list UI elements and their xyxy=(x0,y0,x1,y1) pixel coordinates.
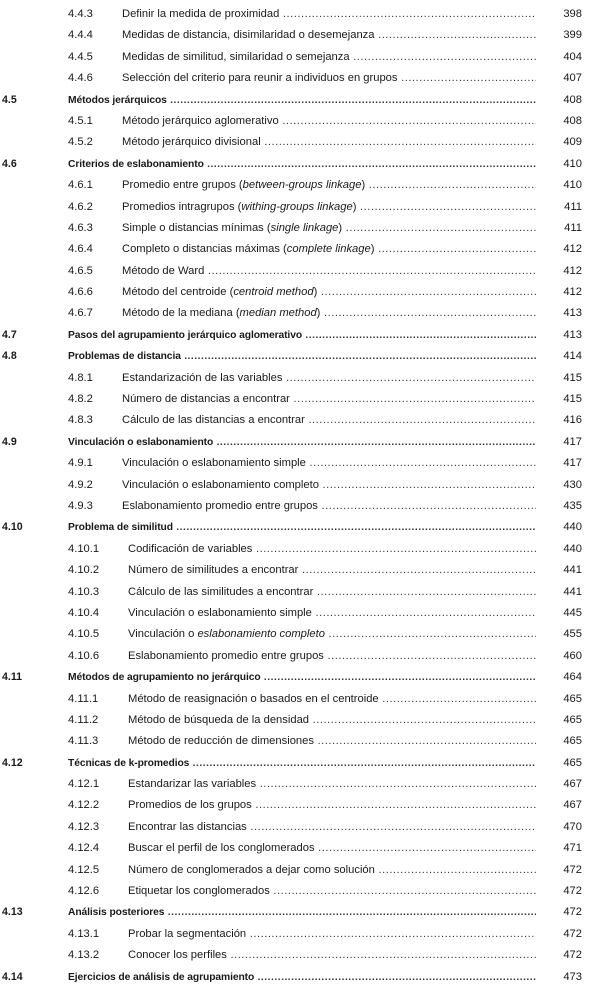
toc-entry-title: Criterios de eslabonamiento ..... xyxy=(68,154,536,175)
toc-entry-page-number: 472 xyxy=(563,949,582,962)
toc-section-entry[interactable] xyxy=(0,346,600,367)
toc-entry-number: 4.12.2 xyxy=(68,799,100,812)
toc-entry-page-number: 413 xyxy=(563,328,582,341)
toc-section-entry[interactable] xyxy=(0,325,600,346)
toc-entry-number: 4.6.5 xyxy=(68,264,93,277)
toc-entry-page-number: 441 xyxy=(563,585,582,598)
toc-subsection-entry[interactable] xyxy=(0,496,600,517)
toc-entry-page-number: 399 xyxy=(563,29,582,42)
toc-entry-number: 4.4.5 xyxy=(68,50,93,63)
toc-entry-page-number: 412 xyxy=(563,286,582,299)
toc-entry-page-number: 440 xyxy=(563,521,582,534)
toc-entry-page-number: 465 xyxy=(563,692,582,705)
toc-entry-title: Pasos del agrupamiento jerárquico aglomerativo ..... xyxy=(68,325,536,346)
toc-entry-page-number: 472 xyxy=(563,927,582,940)
toc-entry-title: Etiquetar los conglomerados ..... xyxy=(128,881,536,902)
toc-entry-page-number: 398 xyxy=(563,8,582,20)
toc-entry-page-number: 472 xyxy=(563,885,582,898)
toc-entry-number: 4.8.3 xyxy=(68,414,93,427)
toc-entry-page-number: 440 xyxy=(563,542,582,555)
toc-entry-page-number: 435 xyxy=(563,499,582,512)
toc-subsection-entry[interactable] xyxy=(0,453,600,474)
toc-entry-title: Selección del criterio para reunir a individuos en grupos ..... xyxy=(122,68,536,89)
toc-entry-number: 4.12.3 xyxy=(68,820,100,833)
toc-subsection-entry[interactable] xyxy=(0,197,600,218)
toc-subsection-entry[interactable] xyxy=(0,689,600,710)
toc-subsection-entry[interactable] xyxy=(0,111,600,132)
toc-entry-title: Técnicas de k-promedios ..... xyxy=(68,753,536,774)
toc-section-entry[interactable] xyxy=(0,432,600,453)
toc-entry-title: Estandarizar las variables ..... xyxy=(128,774,536,795)
toc-entry-page-number: 417 xyxy=(563,435,582,448)
toc-entry-number: 4.6.7 xyxy=(68,307,93,320)
toc-entry-page-number: 465 xyxy=(563,735,582,748)
toc-entry-title: Vinculación o eslabonamiento simple ..... xyxy=(122,453,536,474)
toc-entry-number: 4.8 xyxy=(2,350,17,363)
toc-entry-title: Probar la segmentación ..... xyxy=(128,924,536,945)
toc-entry-number: 4.5.1 xyxy=(68,114,93,127)
toc-entry-number: 4.6.3 xyxy=(68,221,93,234)
toc-entry-title: Método de búsqueda de la densidad ..... xyxy=(128,710,536,731)
toc-entry-number: 4.9.1 xyxy=(68,457,93,470)
toc-entry-title: Vinculación o eslabonamiento completo ..... xyxy=(122,475,536,496)
toc-entry-title: Método jerárquico divisional ..... xyxy=(122,132,536,153)
toc-entry-title: Buscar el perfil de los conglomerados ..... xyxy=(128,838,536,859)
toc-entry-title: Simple o distancias mínimas (single linkage) ..... xyxy=(122,218,536,239)
toc-entry-title: Análisis posteriores ..... xyxy=(68,902,536,923)
toc-section-entry[interactable] xyxy=(0,967,600,988)
toc-entry-page-number: 441 xyxy=(563,564,582,577)
toc-entry-title: Definir la medida de proximidad ..... xyxy=(122,4,536,25)
toc-subsection-entry[interactable] xyxy=(0,710,600,731)
toc-subsection-entry[interactable] xyxy=(0,25,600,46)
toc-entry-title: Problemas de distancia ..... xyxy=(68,346,536,367)
table-of-contents xyxy=(0,4,600,988)
toc-entry-page-number: 460 xyxy=(563,649,582,662)
toc-entry-title: Método de reducción de dimensiones ..... xyxy=(128,731,536,752)
toc-subsection-entry[interactable] xyxy=(0,218,600,239)
toc-entry-number: 4.9.2 xyxy=(68,478,93,491)
toc-entry-page-number: 410 xyxy=(563,179,582,192)
toc-entry-title: Promedios de los grupos ..... xyxy=(128,795,536,816)
toc-subsection-entry[interactable] xyxy=(0,860,600,881)
toc-entry-number: 4.10.6 xyxy=(68,649,100,662)
toc-section-entry[interactable] xyxy=(0,902,600,923)
toc-entry-number: 4.6 xyxy=(2,157,17,170)
toc-entry-title: Vinculación o eslabonamiento completo ..... xyxy=(128,624,536,645)
toc-entry-number: 4.4.3 xyxy=(68,8,93,20)
toc-entry-title: Problema de similitud ..... xyxy=(68,517,536,538)
toc-entry-title: Vinculación o eslabonamiento simple ..... xyxy=(128,603,536,624)
toc-subsection-entry[interactable] xyxy=(0,924,600,945)
toc-subsection-entry[interactable] xyxy=(0,881,600,902)
toc-entry-page-number: 472 xyxy=(563,906,582,919)
toc-entry-number: 4.8.2 xyxy=(68,393,93,406)
toc-entry-number: 4.10.2 xyxy=(68,564,100,577)
toc-subsection-entry[interactable] xyxy=(0,47,600,68)
toc-entry-title: Promedios intragrupos (withing-groups linkage) ..... xyxy=(122,197,536,218)
toc-entry-title: Número de similitudes a encontrar ..... xyxy=(128,560,536,581)
toc-section-entry[interactable] xyxy=(0,753,600,774)
toc-entry-page-number: 465 xyxy=(563,713,582,726)
toc-entry-title: Medidas de similitud, similaridad o semejanza ..... xyxy=(122,47,536,68)
toc-section-entry[interactable] xyxy=(0,154,600,175)
toc-entry-title: Codificación de variables ..... xyxy=(128,539,536,560)
toc-entry-page-number: 472 xyxy=(563,863,582,876)
toc-subsection-entry[interactable] xyxy=(0,368,600,389)
toc-entry-number: 4.8.1 xyxy=(68,371,93,384)
toc-entry-page-number: 413 xyxy=(563,307,582,320)
toc-subsection-entry[interactable] xyxy=(0,817,600,838)
toc-section-entry[interactable] xyxy=(0,667,600,688)
toc-entry-number: 4.12.4 xyxy=(68,842,100,855)
toc-entry-title: Método jerárquico aglomerativo ..... xyxy=(122,111,536,132)
toc-entry-page-number: 415 xyxy=(563,393,582,406)
toc-subsection-entry[interactable] xyxy=(0,410,600,431)
toc-entry-title: Encontrar las distancias ..... xyxy=(128,817,536,838)
toc-subsection-entry[interactable] xyxy=(0,4,600,25)
toc-entry-number: 4.6.2 xyxy=(68,200,93,213)
toc-subsection-entry[interactable] xyxy=(0,731,600,752)
toc-subsection-entry[interactable] xyxy=(0,132,600,153)
toc-entry-number: 4.11.1 xyxy=(68,692,99,705)
toc-entry-page-number: 467 xyxy=(563,778,582,791)
toc-section-entry[interactable] xyxy=(0,90,600,111)
toc-subsection-entry[interactable] xyxy=(0,539,600,560)
toc-entry-page-number: 470 xyxy=(563,820,582,833)
toc-entry-title: Medidas de distancia, disimilaridad o desemejanza ..... xyxy=(122,25,536,46)
toc-entry-number: 4.5 xyxy=(2,93,17,106)
toc-entry-title: Método de Ward ..... xyxy=(122,261,536,282)
toc-entry-number: 4.10.4 xyxy=(68,606,100,619)
toc-subsection-entry[interactable] xyxy=(0,560,600,581)
toc-entry-title: Estandarización de las variables ..... xyxy=(122,368,536,389)
toc-entry-number: 4.10 xyxy=(2,521,23,534)
toc-entry-title: Método del centroide (centroid method) ..... xyxy=(122,282,536,303)
toc-entry-title: Eslabonamiento promedio entre grupos ..... xyxy=(122,496,536,517)
toc-entry-number: 4.13.1 xyxy=(68,927,100,940)
toc-subsection-entry[interactable] xyxy=(0,389,600,410)
toc-subsection-entry[interactable] xyxy=(0,175,600,196)
toc-entry-number: 4.13 xyxy=(2,906,23,919)
toc-entry-number: 4.7 xyxy=(2,328,17,341)
toc-entry-page-number: 408 xyxy=(563,93,582,106)
toc-entry-number: 4.13.2 xyxy=(68,949,100,962)
toc-entry-page-number: 408 xyxy=(563,114,582,127)
toc-entry-number: 4.11.3 xyxy=(68,735,99,748)
toc-subsection-entry[interactable] xyxy=(0,303,600,324)
toc-entry-title: Número de conglomerados a dejar como solución ..... xyxy=(128,860,536,881)
toc-entry-number: 4.11.2 xyxy=(68,713,99,726)
toc-entry-title: Método de reasignación o basados en el centroide ..... xyxy=(128,689,536,710)
toc-entry-page-number: 412 xyxy=(563,264,582,277)
toc-subsection-entry[interactable] xyxy=(0,945,600,966)
toc-subsection-entry[interactable] xyxy=(0,624,600,645)
toc-entry-title: Conocer los perfiles ..... xyxy=(128,945,536,966)
toc-entry-page-number: 412 xyxy=(563,243,582,256)
toc-entry-number: 4.12 xyxy=(2,756,23,769)
toc-subsection-entry[interactable] xyxy=(0,774,600,795)
toc-entry-number: 4.6.1 xyxy=(68,179,93,192)
toc-entry-number: 4.6.6 xyxy=(68,286,93,299)
toc-entry-page-number: 473 xyxy=(563,970,582,983)
toc-entry-page-number: 410 xyxy=(563,157,582,170)
toc-entry-title: Ejercicios de análisis de agrupamiento ..... xyxy=(68,967,536,988)
toc-section-entry[interactable] xyxy=(0,517,600,538)
toc-entry-page-number: 411 xyxy=(564,221,582,234)
toc-entry-title: Vinculación o eslabonamiento ..... xyxy=(68,432,536,453)
toc-entry-page-number: 455 xyxy=(563,628,582,641)
toc-subsection-entry[interactable] xyxy=(0,282,600,303)
toc-subsection-entry[interactable] xyxy=(0,603,600,624)
toc-entry-number: 4.14 xyxy=(2,970,23,983)
toc-entry-number: 4.6.4 xyxy=(68,243,93,256)
toc-entry-number: 4.4.4 xyxy=(68,29,93,42)
toc-subsection-entry[interactable] xyxy=(0,646,600,667)
toc-entry-number: 4.5.2 xyxy=(68,136,93,149)
toc-entry-number: 4.12.1 xyxy=(68,778,100,791)
toc-subsection-entry[interactable] xyxy=(0,475,600,496)
toc-entry-page-number: 416 xyxy=(563,414,582,427)
toc-entry-page-number: 407 xyxy=(563,72,582,85)
toc-entry-page-number: 430 xyxy=(563,478,582,491)
toc-entry-title: Número de distancias a encontrar ..... xyxy=(122,389,536,410)
toc-entry-number: 4.12.5 xyxy=(68,863,100,876)
toc-entry-page-number: 471 xyxy=(563,842,582,855)
toc-subsection-entry[interactable] xyxy=(0,261,600,282)
toc-entry-page-number: 411 xyxy=(564,200,582,213)
toc-entry-page-number: 465 xyxy=(563,756,582,769)
toc-entry-number: 4.9 xyxy=(2,435,17,448)
toc-entry-page-number: 414 xyxy=(563,350,582,363)
toc-entry-title: Promedio entre grupos (between-groups linkage) ..... xyxy=(122,175,536,196)
toc-entry-number: 4.11 xyxy=(2,671,23,684)
toc-entry-title: Método de la mediana (median method) ..... xyxy=(122,303,536,324)
toc-entry-title: Métodos jerárquicos ..... xyxy=(68,90,536,111)
toc-entry-title: Métodos de agrupamiento no jerárquico ..... xyxy=(68,667,536,688)
toc-entry-page-number: 415 xyxy=(563,371,582,384)
toc-entry-page-number: 464 xyxy=(563,671,582,684)
toc-entry-page-number: 409 xyxy=(563,136,582,149)
toc-entry-number: 4.10.5 xyxy=(68,628,100,641)
toc-subsection-entry[interactable] xyxy=(0,795,600,816)
toc-subsection-entry[interactable] xyxy=(0,239,600,260)
toc-subsection-entry[interactable] xyxy=(0,68,600,89)
toc-subsection-entry[interactable] xyxy=(0,582,600,603)
toc-entry-page-number: 467 xyxy=(563,799,582,812)
toc-subsection-entry[interactable] xyxy=(0,838,600,859)
toc-entry-title: Cálculo de las similitudes a encontrar ..... xyxy=(128,582,536,603)
toc-entry-page-number: 404 xyxy=(563,50,582,63)
toc-entry-number: 4.4.6 xyxy=(68,72,93,85)
toc-entry-title: Cálculo de las distancias a encontrar ..... xyxy=(122,410,536,431)
toc-entry-number: 4.10.3 xyxy=(68,585,100,598)
toc-entry-title: Completo o distancias máximas (complete linkage) ..... xyxy=(122,239,536,260)
toc-entry-number: 4.10.1 xyxy=(68,542,100,555)
toc-entry-title: Eslabonamiento promedio entre grupos ..... xyxy=(128,646,536,667)
toc-entry-number: 4.9.3 xyxy=(68,499,93,512)
toc-entry-number: 4.12.6 xyxy=(68,885,100,898)
toc-entry-page-number: 445 xyxy=(563,606,582,619)
toc-entry-page-number: 417 xyxy=(563,457,582,470)
